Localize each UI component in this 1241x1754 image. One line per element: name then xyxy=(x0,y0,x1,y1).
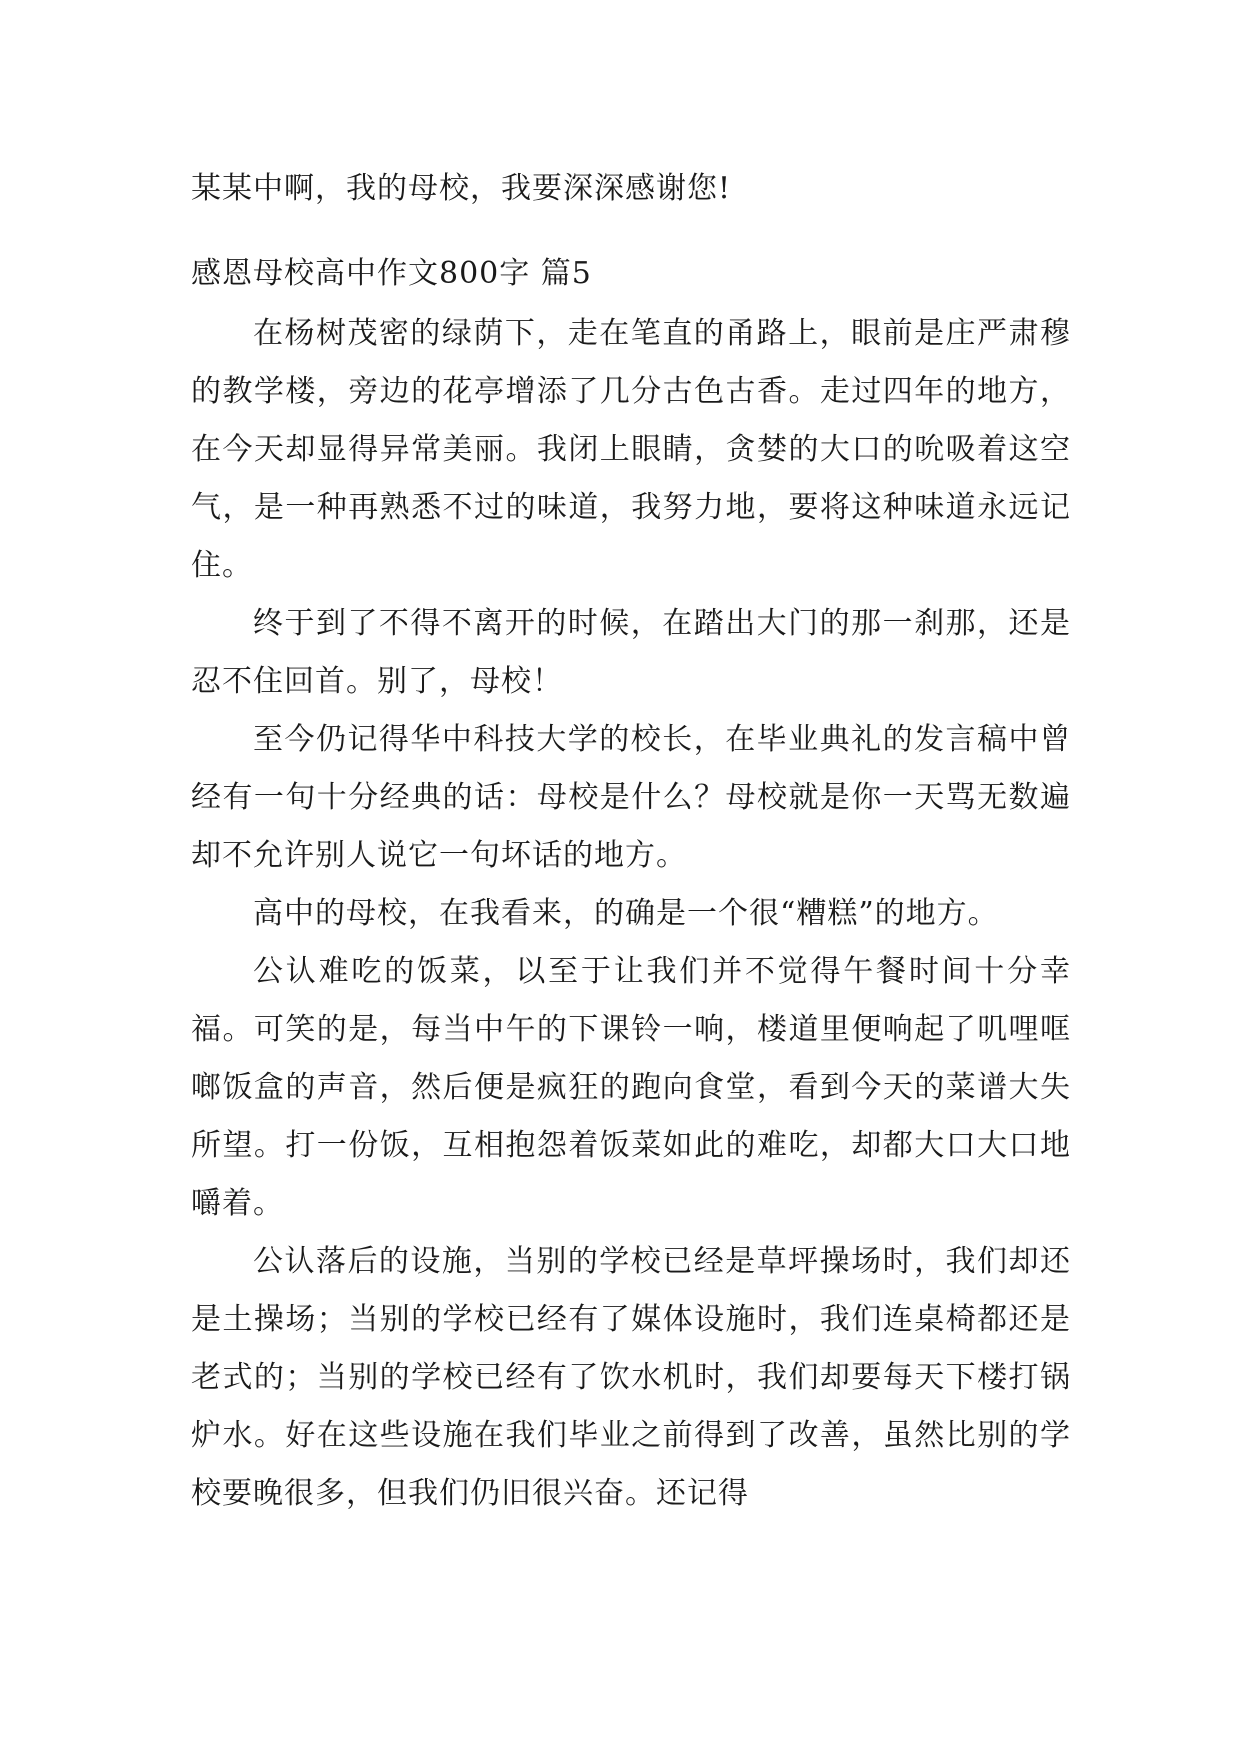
lead-text xyxy=(191,160,1071,218)
paragraph: 高中的母校，在我看来，的确是一个很“糟糕”的地方。 xyxy=(253,896,999,931)
section-heading xyxy=(191,245,1071,303)
lead-line: 某某中啊，我的母校，我要深深感谢您! xyxy=(191,171,732,206)
paragraph: 公认落后的设施，当别的学校已经是草坪操场时，我们却还是土操场；当别的学校已经有了媒体设施时，我们连桌椅都还是老式的；当别的学校已经有了饮水机时，我们却要每天下楼打锅炉水。好在这些设施在我们毕业之前得到了改善，虽然比别的学校要晚很多，但我们仍旧很兴奋。还记得 xyxy=(191,1244,1071,1511)
paragraph: 终于到了不得不离开的时候，在踏出大门的那一刹那，还是忍不住回首。别了，母校！ xyxy=(191,606,1071,699)
paragraph: 公认难吃的饭菜，以至于让我们并不觉得午餐时间十分幸福。可笑的是，每当中午的下课铃一响，楼道里便响起了叽哩哐啷饭盒的声音，然后便是疯狂的跑向食堂，看到今天的菜谱大失所望。打一份饭，互相抱怨着饭菜如此的难吃，却都大口大口地嚼着。 xyxy=(191,954,1071,1221)
section-title: 感恩母校高中作文800字 篇5 xyxy=(191,256,592,291)
body-text xyxy=(191,305,1071,1523)
paragraph: 在杨树茂密的绿荫下，走在笔直的甬路上，眼前是庄严肃穆的教学楼，旁边的花亭增添了几分古色古香。走过四年的地方，在今天却显得异常美丽。我闭上眼睛，贪婪的大口的吮吸着这空气，是一种再熟悉不过的味道，我努力地，要将这种味道永远记住。 xyxy=(191,316,1071,583)
paragraph: 至今仍记得华中科技大学的校长，在毕业典礼的发言稿中曾经有一句十分经典的话：母校是什么？母校就是你一天骂无数遍却不允许别人说它一句坏话的地方。 xyxy=(191,722,1071,873)
